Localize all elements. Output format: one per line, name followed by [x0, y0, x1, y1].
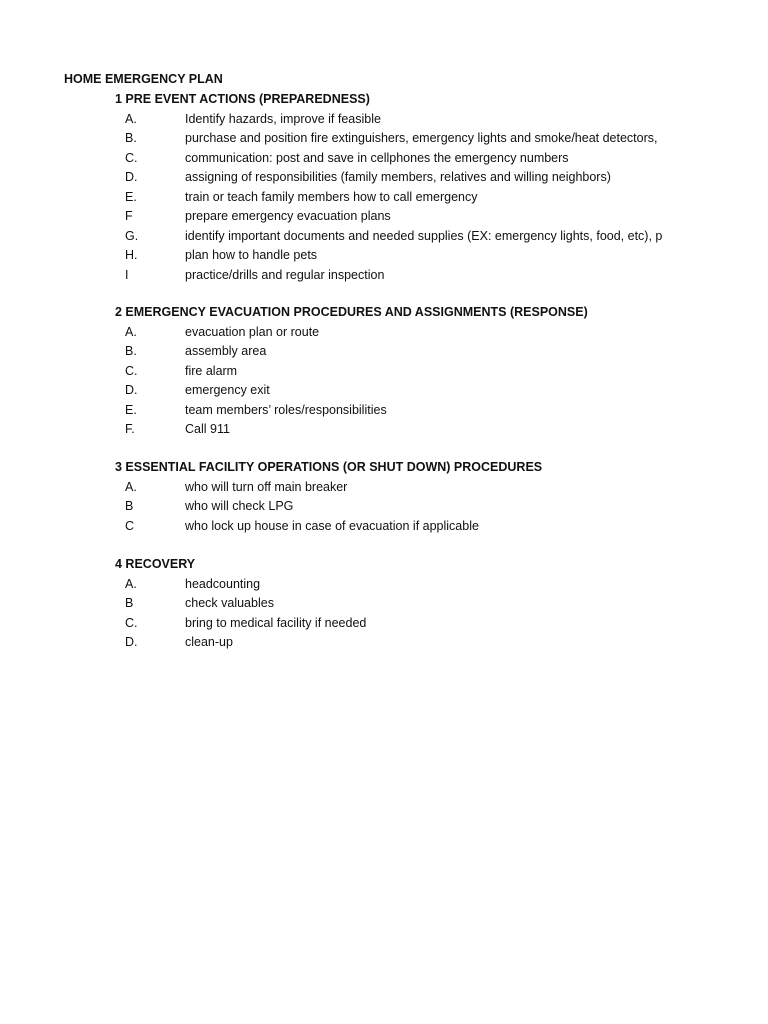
item-list [115, 323, 668, 440]
item-text: assigning of responsibilities (family members, relatives and willing neighbors) [185, 170, 611, 184]
item-text: bring to medical facility if needed [185, 615, 367, 630]
item-text: clean-up [185, 635, 233, 649]
list-item [115, 614, 668, 634]
list-item [115, 497, 668, 517]
item-text: who lock up house in case of evacuation if applicable [185, 518, 479, 533]
item-letter: C [125, 518, 135, 533]
item-list [115, 478, 668, 537]
item-text: plan how to handle pets [185, 248, 318, 262]
item-letter: A. [125, 324, 137, 339]
list-item [115, 266, 668, 286]
list-item [115, 188, 668, 208]
item-text: identify important documents and needed supplies (EX: emergency lights, food, etc), p [185, 228, 663, 243]
list-item [115, 342, 668, 362]
item-text: emergency exit [185, 383, 270, 397]
item-letter: E. [125, 402, 137, 417]
item-text: check valuables [185, 596, 274, 610]
item-letter: C. [125, 150, 138, 165]
list-item [115, 381, 668, 401]
list-item [115, 227, 668, 247]
item-text: train or teach family members how to call emergency [185, 189, 478, 204]
item-text: prepare emergency evacuation plans [185, 209, 391, 223]
item-letter: C. [125, 363, 138, 378]
item-text: fire alarm [185, 363, 238, 378]
item-letter: D. [125, 383, 138, 397]
section-facility-operations [115, 458, 668, 536]
item-letter: C. [125, 615, 138, 630]
item-letter: F. [125, 422, 135, 436]
list-item [115, 420, 668, 440]
document-title: HOME EMERGENCY PLAN [64, 72, 223, 86]
item-letter: A. [125, 479, 137, 494]
list-item [115, 129, 668, 149]
item-letter: F [125, 209, 133, 223]
section-heading: 2 EMERGENCY EVACUATION PROCEDURES AND ASSIGNMENTS (RESPONSE) [115, 305, 588, 319]
list-item [115, 575, 668, 595]
item-text: evacuation plan or route [185, 324, 320, 339]
item-text: practice/drills and regular inspection [185, 267, 385, 282]
item-text: headcounting [185, 576, 261, 591]
item-letter: A. [125, 111, 137, 126]
section-recovery [115, 555, 668, 653]
list-item [115, 633, 668, 653]
section-heading: 3 ESSENTIAL FACILITY OPERATIONS (OR SHUT DOWN) PROCEDURES [115, 460, 543, 474]
item-text: team members’ roles/responsibilities [185, 402, 387, 417]
item-list [115, 110, 668, 286]
list-item [115, 401, 668, 421]
list-item [115, 246, 668, 266]
item-letter: G. [125, 228, 139, 243]
list-item [115, 149, 668, 169]
item-text: who will turn off main breaker [185, 479, 348, 494]
list-item [115, 110, 668, 130]
list-item [115, 362, 668, 382]
list-item [115, 207, 668, 227]
item-letter: E. [125, 189, 137, 204]
section-preparedness [115, 90, 668, 285]
item-letter: H. [125, 248, 138, 262]
item-letter: I [125, 267, 129, 282]
item-text: Identify hazards, improve if feasible [185, 111, 381, 126]
list-item [115, 478, 668, 498]
section-response [115, 303, 668, 440]
item-text: who will check LPG [185, 499, 294, 513]
list-item [115, 168, 668, 188]
item-text: purchase and position fire extinguishers, emergency lights and smoke/heat detectors, [185, 131, 658, 145]
item-letter: D. [125, 170, 138, 184]
item-letter: A. [125, 576, 137, 591]
item-list [115, 575, 668, 653]
item-text: communication: post and save in cellphones the emergency numbers [185, 150, 569, 165]
section-heading: 4 RECOVERY [115, 557, 196, 571]
item-letter: B. [125, 131, 137, 145]
list-item [115, 323, 668, 343]
list-item [115, 517, 668, 537]
item-text: Call 911 [185, 422, 230, 436]
list-item [115, 594, 668, 614]
section-heading: 1 PRE EVENT ACTIONS (PREPAREDNESS) [115, 92, 370, 106]
item-letter: D. [125, 635, 138, 649]
item-letter: B [125, 596, 134, 610]
item-letter: B [125, 499, 134, 513]
item-letter: B. [125, 344, 137, 358]
item-text: assembly area [185, 344, 267, 358]
